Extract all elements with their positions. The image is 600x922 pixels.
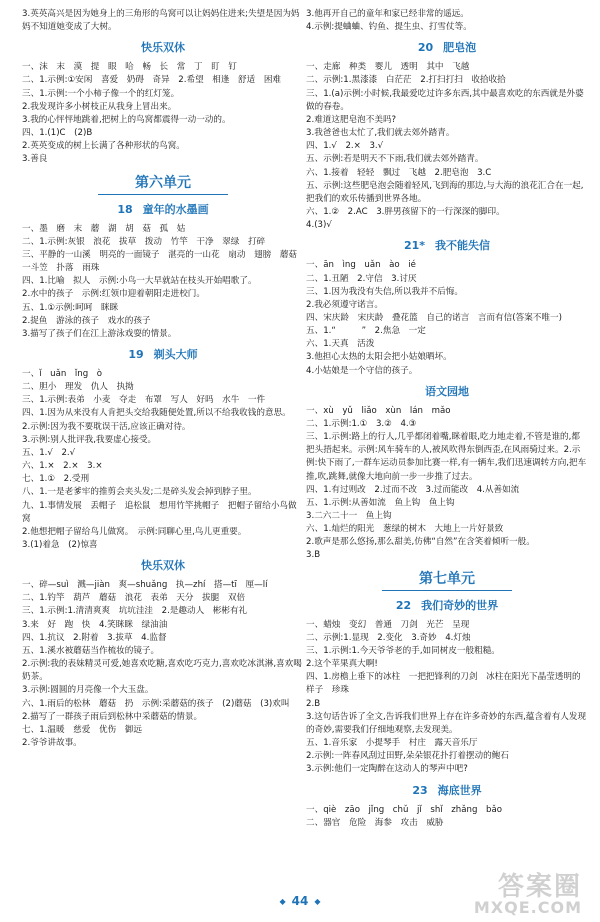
answer-line: 二、1.示例:①安闲 喜爱 奶碍 奇异 2.希望 相逢 舒适 困难: [22, 75, 282, 86]
answer-line: 八、1.一是老爹牢的推剪会夹头发;二是碎头发会掉到脖子里。: [22, 487, 257, 498]
answer-line: 六、1.雨后的松林 蘑菇 扔 示例:采蘑菇的孩子 (2)蘑菇 (3)欢叫: [22, 698, 290, 709]
answer-line: 七、1.① 2.受刑: [22, 474, 90, 485]
section-heading: [22, 203, 304, 217]
section-title: 快乐双休: [141, 41, 185, 55]
section-number: 18: [117, 202, 133, 216]
answer-line: 一、ān ìng uǎn ào ié: [306, 260, 416, 271]
answer-line: 四、1.(1)C (2)B: [22, 128, 93, 139]
answer-line: 五、示例:这些肥皂泡会随着轻风,飞到海的那边,与大海的浪花汇合在一起,把我们的欢乐传播到世界各地。: [306, 180, 584, 204]
right-column: [306, 8, 588, 830]
answer-line: 2.歌声是那么悠扬,那么甜美,仿佛“自然”在含笑着倾听一般。: [306, 537, 535, 548]
answer-line: 三、1.示例:表弟 小麦 夺走 布罩 写人 好吗 水牛 一件: [22, 395, 266, 406]
answer-line: 2.描写了一群孩子雨后到松林中采蘑菇的情景。: [22, 711, 203, 722]
answer-line: 六、1.② 2.AC 3.胖男孩留下的一行深深的脚印。: [306, 207, 505, 218]
answer-line: 五、1.①示例:呵呵 眯眯: [22, 302, 119, 313]
section-title: 语文园地: [425, 384, 469, 398]
answer-line: 2.这个苹果真大啊!: [306, 659, 378, 670]
section-title: 童年的水墨画: [142, 202, 209, 216]
watermark-sub: MXQE.COM: [473, 898, 582, 917]
answer-line: 六、1.× 2.× 3.×: [22, 461, 103, 472]
answer-line: 五、1.音乐家 小提琴手 村庄 露天音乐厅: [306, 738, 478, 749]
answer-line: 五、1.√ 2.√: [22, 447, 76, 458]
answer-line: 三、1.示例:路上的行人,几乎都闭着嘴,眯着眼,吃力地走着,不管是谁的,都把头捂起来。示例:风车骑车的人,被风吹得东倒西歪,在风雨骑过来。2.示例:快下雨了,一群车运动员参加比赛一样,有一辆车,我们迅速调转方向,把车推,吹,跳舞,就像大地向前一步一步推了过去。: [306, 432, 587, 482]
answer-line: 2.爷爷讲故事。: [22, 738, 82, 749]
answer-line: 二、1.示例:1.① 3.② 4.③: [306, 418, 417, 429]
section-heading: [306, 239, 588, 253]
answer-line: 二、1.钓竿 葫芦 蘑菇 浪花 表弟 天分 拔腿 双倍: [22, 593, 246, 604]
answer-line: 四、1.因为从来没有人肯把头交给我随便处置,所以不给我收钱的意思。: [22, 408, 291, 419]
answer-line: 一、碎—suì 溅—jiàn 爽—shuǎng 执—zhí 搭—tī 厘—lí: [22, 580, 268, 591]
answer-line: 2.他想把帽子留给鸟儿做窝。 示例:同聊心里,鸟儿更重要。: [22, 526, 247, 537]
answer-line: 3.(1)着急 (2)惊喜: [22, 540, 98, 550]
section-title: 海底世界: [437, 783, 482, 797]
answer-line: 2.示例:因为我不要耽误干活,应该正确对待。: [22, 421, 191, 432]
answer-line: 4.示例:提蛐蛐、钓鱼、提生虫、打雪仗等。: [306, 22, 472, 33]
answer-line: 三、1.示例:一个小柿子像一个的红灯笼。: [22, 88, 180, 99]
answer-line: 一、qiè zāo jǐng chǔ jǐ shǐ zhǎng bǎo: [306, 804, 502, 815]
section-heading: [306, 385, 588, 399]
answer-line: 四、1.房檐上垂下的冰柱 一把把锋利的刀剑 冰柱在阳光下晶莹透明的样子 珍珠: [306, 672, 581, 696]
answer-line: 二、1.示例:灰银 浪花 拔草 拨动 竹竿 干净 翠绿 打碎: [22, 236, 266, 247]
answer-line: 3.示例:他们一定陶醉在这动人的琴声中吧?: [306, 764, 468, 775]
answer-line: 3.我爸爸也太忙了,我们就去郊外踏青。: [306, 128, 455, 139]
answer-line: 二、示例:1.显现 2.变化 3.奇妙 4.灯烛: [306, 632, 471, 643]
answer-line: 三、1.因为我没有失信,所以我并不后悔。: [306, 286, 464, 297]
section-heading: [306, 599, 588, 613]
answer-line: 3.他担心太热的太阳会把小姑娘晒坏。: [306, 352, 452, 363]
answer-line: 三、1.示例:1.今天爷爷老的手,如同树皮一般粗糙。: [306, 645, 500, 656]
answer-line: 2.英英变成的树上长满了各种形状的鸟窝。: [22, 141, 185, 152]
answer-line: 3.来 好 跑 快 4.笑眯眯 绿油油: [22, 619, 168, 630]
section-heading: [22, 348, 304, 362]
answer-line: 四、宋庆龄 宋庆龄 叠花篮 自己的诺言 言而有信(答案不唯一): [306, 312, 562, 323]
unit-heading: 第七单元: [306, 571, 588, 591]
answer-line: 九、1.事情发展 丢帽子 追松鼠 想用竹竿挑帽子 把帽子留给小鸟做窝: [22, 500, 297, 524]
answer-line: 3.示例:圆圆的月亮像一个大玉盘。: [22, 685, 154, 696]
section-title: 快乐双休: [141, 559, 185, 573]
answer-line: 四、1.比喻 拟人 示例:小鸟一大早就站在枝头开始唱歌了。: [22, 276, 257, 287]
answer-line: 3.B: [306, 550, 321, 561]
watermark-main: 答案圈: [497, 872, 582, 902]
answer-line: 四、1.抗议 2.附着 3.拔草 4.监督: [22, 632, 167, 643]
answer-line: 2.我发现许多小树枝正从我身上冒出来。: [22, 101, 177, 112]
section-number: 23: [412, 783, 428, 797]
answer-line: 五、1.溪水被蘑菇当作梳妆的镜子。: [22, 645, 160, 656]
watermark-logo: [474, 874, 582, 916]
answer-line: 三、1.(a)示例:小时候,我最爱吃过许多东西,其中最喜欢吃的东西就是外婆做的春卷。: [306, 88, 584, 112]
answer-line: 二、1.丑陋 2.守信 3.讨厌: [306, 273, 417, 284]
answer-line: 一、沫 末 漠 提 眼 哈 畅 长 常 丁 盯 钉: [22, 62, 237, 73]
answer-line: 2.示例:一阵春风刮过田野,朵朵银花扑打着摆动的鲍石: [306, 751, 509, 762]
answer-line: 五、示例:若是明天不下雨,我们就去郊外踏青。: [306, 154, 484, 165]
answer-line: 三、1.示例:1.清清爽爽 坑坑洼洼 2.是趣动人 彬彬有礼: [22, 606, 248, 617]
answer-line: 2.我必须遵守诺言。: [306, 299, 383, 310]
answer-line: 四、1.有过则改 2.过而不改 3.过而能改 4.从善如流: [306, 484, 520, 495]
page-number-text: 44: [291, 894, 309, 908]
answer-line: 六、1.天真 活泼: [306, 339, 375, 350]
section-number: 21*: [403, 239, 426, 253]
answer-line: 3.这句话告诉了全文,告诉我们世界上存在许多奇妙的东西,蕴含着有人发现的奇妙,需要我们仔细地观察,去发现美。: [306, 711, 587, 735]
answer-line: 五、1.“ ” 2.焦急 一定: [306, 326, 426, 337]
answer-line: 二、示例:1.黑漆漆 白茫茫 2.打扫打扫 收拾收拾: [306, 75, 506, 86]
answer-line: 二、器官 危险 海参 攻击 威胁: [306, 817, 444, 828]
section-title: 肥皂泡: [443, 41, 477, 55]
answer-line: 一、蜡烛 变幻 普通 刀剑 光芒 呈现: [306, 619, 470, 630]
section-number: 20: [417, 41, 434, 55]
page-number-dot-right: ◆: [314, 897, 321, 906]
answer-line: 二、胆小 理发 仇人 执拗: [22, 382, 134, 393]
answer-line: 3.他再开自己的童年和家已经非常的遥远。: [306, 9, 469, 19]
answer-line: 2.示例:我的表妹精灵可爱,她喜欢吃糖,喜欢吃巧克力,喜欢吃冰淇淋,喜欢喝奶茶。: [22, 659, 302, 683]
answer-line: 4.小姑娘是一个守信的孩子。: [306, 365, 418, 376]
answer-line: 一、走廊 种类 婴儿 透明 其中 飞越: [306, 62, 470, 73]
answer-line: 2.难道这肥皂泡不美吗?: [306, 114, 397, 125]
answer-line: 六、1.灿烂的阳光 葱绿的树木 大地上一片好景致: [306, 524, 504, 535]
answer-line: 3.描写了孩子们在江上游泳戏耍的情景。: [22, 328, 177, 339]
answer-line: 2.B: [306, 698, 321, 709]
section-heading: [22, 41, 304, 55]
section-heading: [306, 784, 588, 798]
section-heading: [22, 559, 304, 573]
answer-line: 3.善良: [22, 154, 48, 165]
answer-line: 七、1.温暖 慈爱 优伤 御远: [22, 724, 142, 735]
answer-line: 2.水中的孩子 示例:红领巾迎着朝阳走进校门。: [22, 289, 205, 300]
left-column: [22, 8, 304, 750]
answer-line: 四、1.√ 2.× 3.√: [306, 141, 384, 152]
answer-line: 一、xù yǔ liǎo xùn lán mǎo: [306, 405, 451, 416]
answer-line: 五、1.示例:从善如流 鱼上钩 鱼上钩: [306, 497, 455, 508]
section-title: 剃头大师: [153, 347, 198, 361]
answer-line: 六、1.接着 轻轻 飘过 飞越 2.肥皂泡 3.C: [306, 167, 492, 178]
answer-line: 一、ǐ uǎn ǐng ò: [22, 368, 103, 379]
answer-line: 3.我的心怦怦地跳着,把树上的鸟窝都震得一动一动的。: [22, 114, 231, 125]
answer-line: 3.二六二十一 鱼上钩: [306, 511, 392, 521]
answer-line: 3.示例:别人批评我,我要虚心接受。: [22, 434, 157, 445]
section-title: 我们奇妙的世界: [421, 598, 499, 612]
unit-heading: 第六单元: [22, 175, 304, 195]
answer-line: 三、平静的一山溪 明亮的一面镜子 湛亮的一山花 扇动 翅膀 蘑菇一斗笠 扑落 雨珠: [22, 249, 298, 274]
answer-line: 一、墨 磨 末 蘑 湖 胡 菇 孤 姑: [22, 223, 186, 234]
page-number-dot-left: ◆: [279, 897, 286, 906]
section-number: 22: [395, 598, 412, 612]
answer-line: 2.捉鱼 游泳的孩子 戏水的孩子: [22, 315, 151, 326]
answer-line: 3.英英高兴是因为她身上的三角形的鸟窝可以让妈妈住进来;失望是因为妈妈不知道她变成了大树。: [22, 9, 300, 33]
answer-line: 4.(3)√: [306, 220, 332, 231]
section-title: 我不能失信: [435, 239, 491, 253]
section-number: 19: [128, 347, 144, 361]
section-heading: [306, 41, 588, 55]
